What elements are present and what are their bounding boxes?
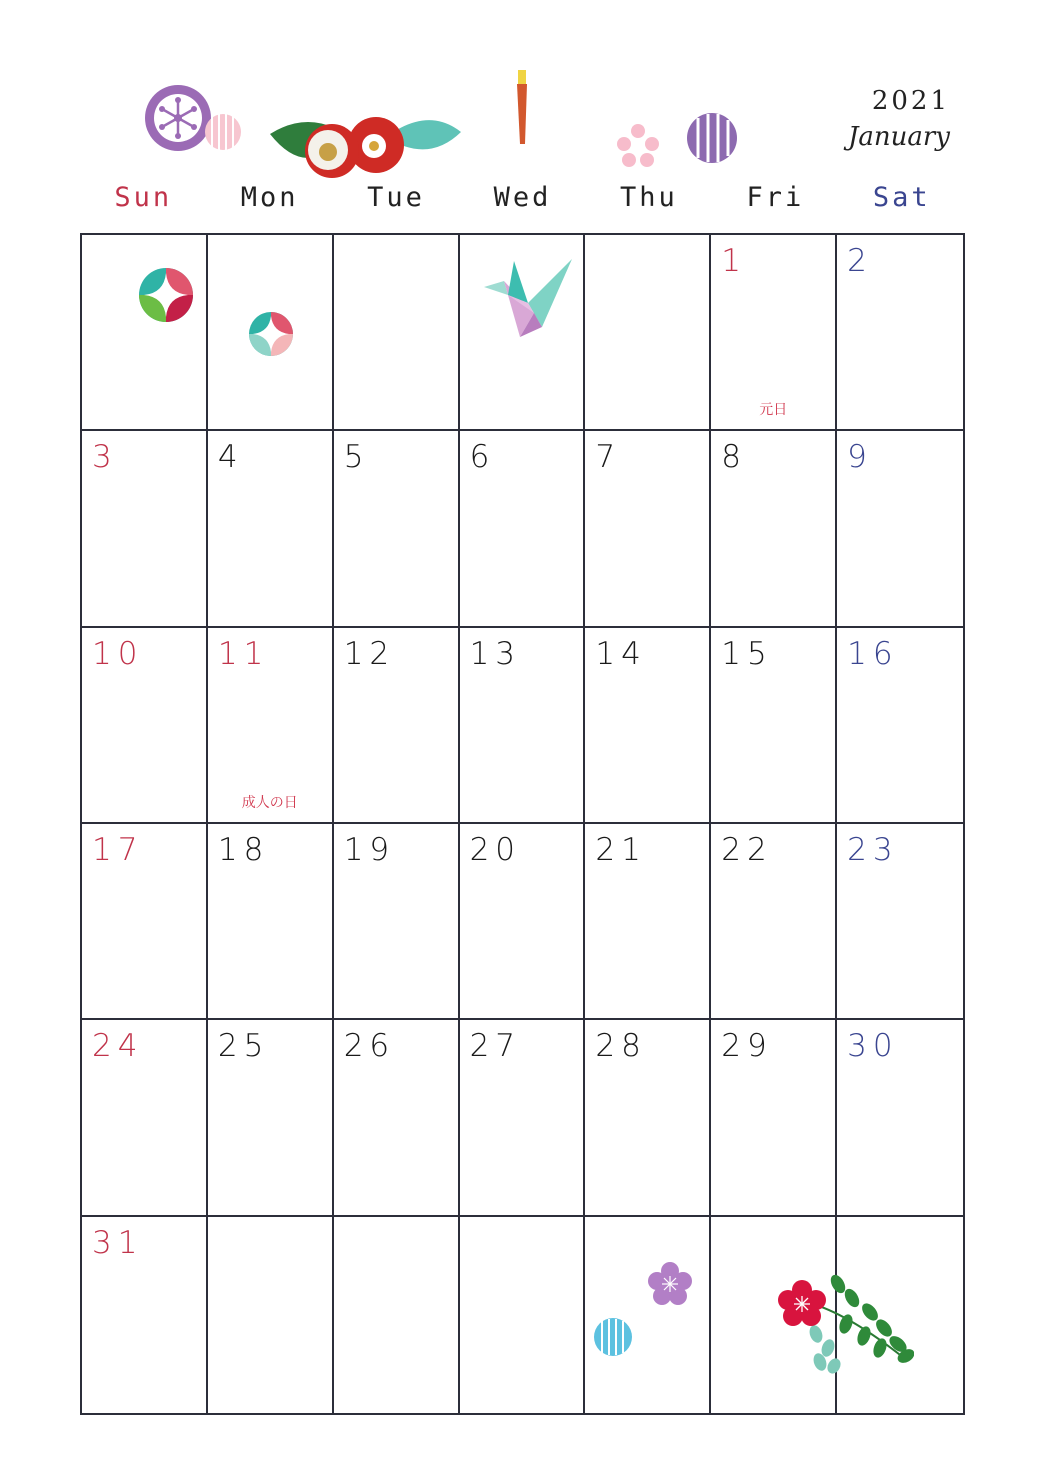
- day-cell[interactable]: [334, 235, 460, 431]
- day-number: 8: [721, 439, 748, 476]
- day-cell[interactable]: [460, 1020, 586, 1216]
- year-label: 2021: [871, 86, 950, 116]
- day-cell[interactable]: [208, 628, 334, 824]
- day-cell[interactable]: [334, 824, 460, 1020]
- day-cell[interactable]: [837, 431, 963, 627]
- day-cell[interactable]: [711, 824, 837, 1020]
- shippo-crest-small-icon: [248, 311, 294, 357]
- day-cell[interactable]: [837, 1020, 963, 1216]
- day-cell[interactable]: [711, 431, 837, 627]
- day-number: 18: [217, 831, 270, 868]
- day-cell[interactable]: [82, 235, 208, 431]
- day-cell[interactable]: [82, 1020, 208, 1216]
- plum-blossom-icon: [615, 122, 661, 168]
- arrow-pattern-ball-icon: [686, 112, 738, 164]
- day-number: 6: [469, 439, 496, 476]
- weekday-fri: Fri: [746, 182, 805, 213]
- day-number: 2: [847, 243, 873, 279]
- day-cell[interactable]: [585, 431, 711, 627]
- day-cell[interactable]: [208, 824, 334, 1020]
- day-cell[interactable]: [334, 431, 460, 627]
- day-number: 11: [217, 635, 270, 672]
- plum-branch-icon: [776, 1272, 914, 1374]
- day-cell[interactable]: [334, 1020, 460, 1216]
- day-cell[interactable]: [82, 431, 208, 627]
- day-cell[interactable]: [585, 235, 711, 431]
- weekday-wed: Wed: [493, 182, 552, 213]
- camellia-icon: [268, 112, 463, 182]
- day-number: 31: [92, 1224, 144, 1261]
- weekday-sat: Sat: [872, 182, 931, 213]
- weekday-thu: Thu: [620, 182, 678, 213]
- blue-arrow-pattern-icon: [593, 1317, 633, 1357]
- day-cell[interactable]: [711, 628, 837, 824]
- day-number: 30: [847, 1028, 899, 1065]
- day-cell[interactable]: [585, 628, 711, 824]
- day-cell[interactable]: [208, 431, 334, 627]
- brush-icon: [512, 70, 532, 146]
- day-number: 26: [343, 1028, 396, 1065]
- holiday-label: 成人の日: [241, 794, 298, 811]
- day-number: 17: [92, 831, 144, 868]
- day-cell[interactable]: [460, 235, 586, 431]
- day-number: 15: [721, 635, 773, 672]
- day-number: 4: [217, 439, 244, 476]
- day-number: 14: [595, 635, 647, 672]
- month-label: January: [847, 122, 950, 152]
- day-number: 22: [721, 831, 773, 868]
- day-number: 23: [847, 831, 899, 868]
- day-cell[interactable]: [460, 431, 586, 627]
- day-number: 20: [469, 831, 522, 868]
- day-number: 28: [595, 1028, 647, 1065]
- calendar-title: [848, 86, 950, 152]
- day-cell[interactable]: [208, 235, 334, 431]
- day-cell[interactable]: [460, 1217, 586, 1413]
- weekday-sun: Sun: [114, 182, 173, 213]
- shippo-crest-icon: [138, 267, 194, 323]
- day-cell[interactable]: [334, 628, 460, 824]
- day-number: 12: [343, 635, 396, 672]
- day-cell[interactable]: [460, 824, 586, 1020]
- weekday-header: [80, 182, 965, 222]
- day-cell[interactable]: [711, 235, 837, 431]
- day-cell[interactable]: [837, 628, 963, 824]
- holiday-label: 元日: [759, 402, 788, 419]
- day-cell[interactable]: [208, 1020, 334, 1216]
- day-number: 16: [847, 635, 899, 672]
- day-number: 24: [92, 1028, 144, 1065]
- day-cell[interactable]: [208, 1217, 334, 1413]
- day-cell[interactable]: [585, 1020, 711, 1216]
- day-cell[interactable]: [837, 235, 963, 431]
- day-cell[interactable]: [460, 628, 586, 824]
- day-number: 5: [343, 439, 370, 476]
- day-cell[interactable]: [82, 824, 208, 1020]
- day-number: 9: [847, 439, 873, 476]
- day-number: 3: [92, 439, 118, 476]
- day-cell[interactable]: [334, 1217, 460, 1413]
- day-number: 10: [92, 635, 144, 672]
- day-cell[interactable]: [585, 824, 711, 1020]
- day-cell[interactable]: [585, 1217, 711, 1413]
- day-number: 13: [469, 635, 522, 672]
- day-number: 1: [721, 243, 748, 279]
- day-number: 29: [721, 1028, 773, 1065]
- day-number: 27: [469, 1028, 522, 1065]
- day-number: 25: [217, 1028, 270, 1065]
- day-number: 19: [343, 831, 396, 868]
- purple-plum-icon: [647, 1261, 693, 1307]
- paper-crane-icon: [482, 257, 574, 343]
- day-cell[interactable]: [711, 1020, 837, 1216]
- day-cell[interactable]: [82, 628, 208, 824]
- weekday-mon: Mon: [240, 182, 299, 213]
- weekday-tue: Tue: [367, 182, 425, 213]
- day-number: 21: [595, 831, 647, 868]
- day-number: 7: [595, 439, 622, 476]
- day-cell[interactable]: [837, 824, 963, 1020]
- calendar-grid: [80, 233, 965, 1415]
- day-cell[interactable]: [82, 1217, 208, 1413]
- pink-arrow-pattern-icon: [204, 111, 242, 153]
